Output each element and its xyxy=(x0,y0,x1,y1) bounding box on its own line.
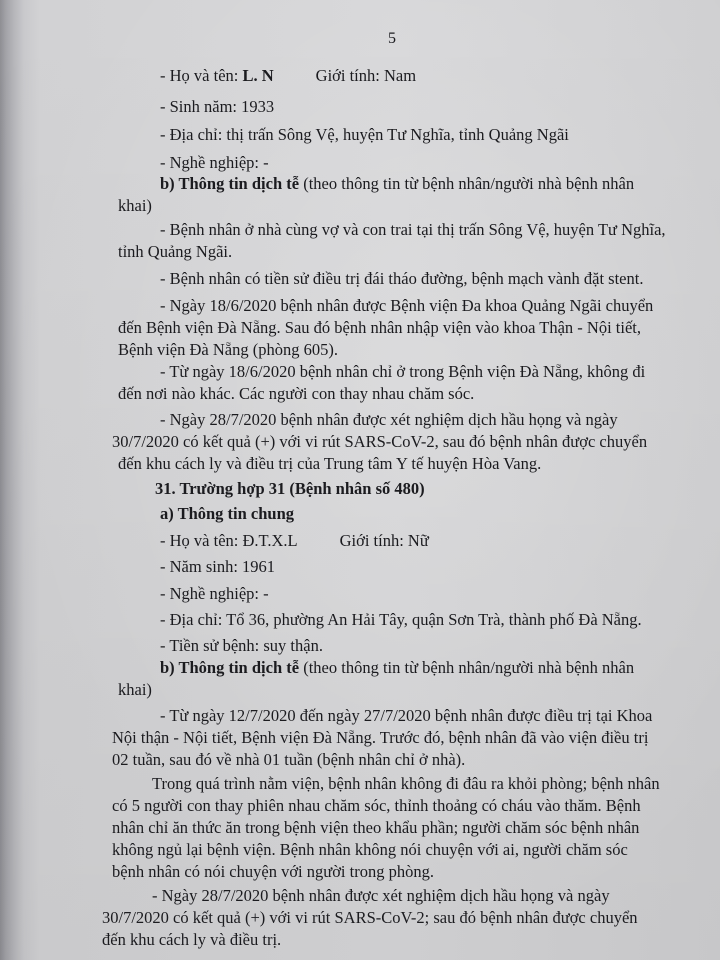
epidemiology-heading: b) Thông tin dịch tễ (theo thông tin từ bệnh nhân/người nhà bệnh nhân xyxy=(160,658,635,677)
gender: Giới tính: Nam xyxy=(315,66,417,85)
paragraph-line: Trong quá trình nằm viện, bệnh nhân không đi đâu ra khỏi phòng; bệnh nhân xyxy=(152,774,660,793)
paragraph-line: - Ngày 18/6/2020 bệnh nhân được Bệnh viện Đa khoa Quảng Ngãi chuyển xyxy=(160,296,654,315)
name-line xyxy=(160,531,429,551)
paragraph-line: - Ngày 28/7/2020 bệnh nhân được xét nghiệm dịch hầu họng và ngày xyxy=(152,886,610,905)
paragraph-line: đến khu cách ly và điều trị. xyxy=(102,930,282,949)
paragraph-line: - Từ ngày 18/6/2020 bệnh nhân chỉ ở trong Bệnh viện Đà Nẵng, không đi xyxy=(160,362,646,381)
paragraph-line: khai) xyxy=(118,196,152,215)
address-line: - Địa chỉ: thị trấn Sông Vệ, huyện Tư Nghĩa, tỉnh Quảng Ngãi xyxy=(160,125,569,144)
general-info-heading: a) Thông tin chung xyxy=(160,504,295,523)
patient-name: - Họ và tên: Đ.T.X.L xyxy=(160,531,298,550)
paragraph-line: bệnh nhân có nói chuyện với người trong phòng. xyxy=(112,862,434,881)
paragraph-line: nhân chỉ ăn thức ăn trong bệnh viện theo khẩu phần; người chăm sóc bệnh nhân xyxy=(112,818,640,837)
paragraph-line: tỉnh Quảng Ngãi. xyxy=(118,242,233,261)
gender: Giới tính: Nữ xyxy=(339,531,429,550)
address-line: - Địa chỉ: Tổ 36, phường An Hải Tây, quận Sơn Trà, thành phố Đà Nẵng. xyxy=(160,610,642,629)
paragraph-line: 30/7/2020 có kết quả (+) với vi rút SARS-CoV-2, sau đó bệnh nhân được chuyển xyxy=(112,432,648,451)
paragraph-line: khai) xyxy=(118,680,152,699)
paragraph-line: đến nơi nào khác. Các người con thay nhau chăm sóc. xyxy=(118,384,475,403)
paragraph-line: - Từ ngày 12/7/2020 đến ngày 27/7/2020 bệnh nhân được điều trị tại Khoa xyxy=(160,706,653,725)
paragraph-line: 02 tuần, sau đó về nhà 01 tuần (bệnh nhân chỉ ở nhà). xyxy=(112,750,466,769)
paragraph-line: đến khu cách ly và điều trị của Trung tâm Y tế huyện Hòa Vang. xyxy=(118,454,542,473)
patient-name: L. N xyxy=(242,66,274,85)
page-number: 5 xyxy=(388,30,396,47)
paragraph-line: đến Bệnh viện Đà Nẵng. Sau đó bệnh nhân nhập viện vào khoa Thận - Nội tiết, xyxy=(118,318,641,337)
paragraph-line: 30/7/2020 có kết quả (+) với vi rút SARS-CoV-2; sau đó bệnh nhân được chuyển xyxy=(102,908,638,927)
name-line: - Họ và tên: L. N Giới tính: Nam xyxy=(160,66,417,85)
paragraph-line: Nội thận - Nội tiết, Bệnh viện Đà Nẵng. Trước đó, bệnh nhân đã vào viện điều trị xyxy=(112,728,649,747)
paragraph-line: - Bệnh nhân ở nhà cùng vợ và con trai tại thị trấn Sông Vệ, huyện Tư Nghĩa, xyxy=(160,220,666,239)
occupation-line: - Nghề nghiệp: - xyxy=(160,153,269,172)
paragraph-line: - Ngày 28/7/2020 bệnh nhân được xét nghiệm dịch hầu họng và ngày xyxy=(160,410,618,429)
medical-history-line: - Tiền sử bệnh: suy thận. xyxy=(160,636,323,655)
case-heading: 31. Trường hợp 31 (Bệnh nhân số 480) xyxy=(155,479,425,498)
paragraph-line: có 5 người con thay phiên nhau chăm sóc, thỉnh thoảng có cháu vào thăm. Bệnh xyxy=(112,796,641,815)
birth-year-line: - Sinh năm: 1933 xyxy=(160,97,275,116)
paragraph-line: - Bệnh nhân có tiền sử điều trị đái tháo đường, bệnh mạch vành đặt stent. xyxy=(160,269,644,288)
birth-year-line: - Năm sinh: 1961 xyxy=(160,557,276,576)
epidemiology-heading: b) Thông tin dịch tễ (theo thông tin từ bệnh nhân/người nhà bệnh nhân xyxy=(160,174,635,193)
occupation-line: - Nghề nghiệp: - xyxy=(160,584,269,603)
paragraph-line: Bệnh viện Đà Nẵng (phòng 605). xyxy=(118,340,338,359)
paragraph-line: không ngủ lại bệnh viện. Bệnh nhân không nói chuyện với ai, người chăm sóc xyxy=(112,840,628,859)
